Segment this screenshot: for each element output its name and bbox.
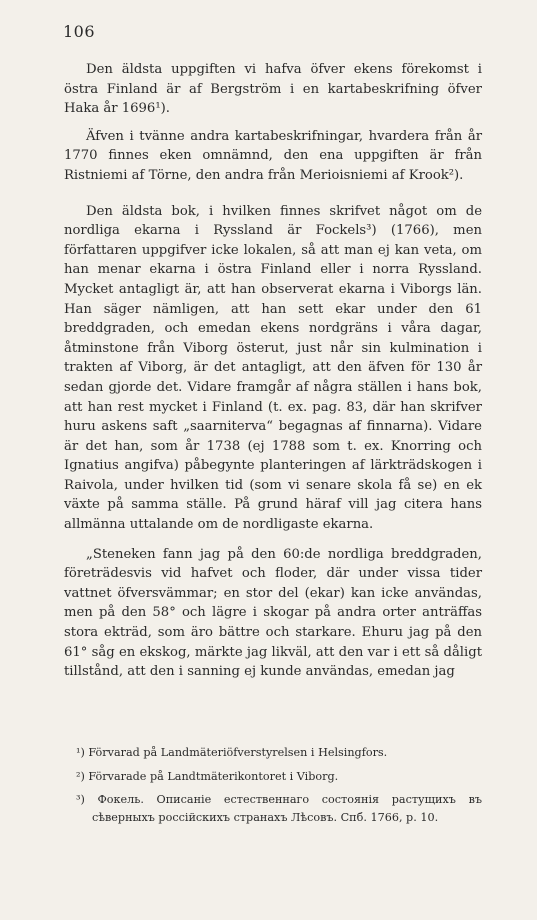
- paragraph-2: Äfven i tvänne andra kartabeskrifningar, hvardera från år 1770 finnes eken omnämnd, den ena uppgiften är från Ristniemi af Törne, den andra från Merioisniemi af Krook²).: [64, 128, 482, 183]
- paragraph-4: „Steneken fann jag på den 60:de nordliga breddgraden, företrädesvis vid hafvet och floder, där under vissa tider vattnet öfversvämmar; en stor del (ekar) kan icke användas, men på den 58° och lägre i skogar på andra orter anträffas stora ekträd, som äro bättre och starkare. Ehuru jag på den 61° såg en ekskog, märkte jag likväl, att den var i ett så dåligt tillstånd, att den i sanning ej kunde användas, emedan jag: [64, 546, 482, 680]
- paragraph-1: Den äldsta uppgiften vi hafva öfver ekens förekomst i östra Finland är af Bergström i en kartabeskrifning öfver Haka år 1696¹).: [64, 62, 482, 117]
- paragraph-3: Den äldsta bok, i hvilken finnes skrifvet något om de nordliga ekarna i Ryssland är Fockels³) (1766), men författaren uppgifver icke lokalen, så att man ej kan veta, om han menar ekarna i östra Finland eller i norra Ryssland. Mycket antagligt är, att han observerat ekarna i Viborgs län. Han säger nämligen, att han sett ekar under den 61 breddgraden, och emedan ekens nordgräns i våra dagar, åtminstone från Viborg österut, just når sin kulmination i trakten af Viborg, är det antagligt, att den äfven för 130 år sedan gjorde det. Vidare framgår af några ställen i hans bok, att han rest mycket i Finland (t. ex. pag. 83, där han skrifver huru askens saft „saarniterva“ begagnas af finnarna). Vidare är det han, som år 1738 (ej 1788 som t. ex. Knorring och Ignatius angifva) påbegynte planteringen af lärkträdskogen i Raivola, under hvilken tid (som vi senare skola få se) en ek växte på samma ställe. På grund häraf vill jag citera hans allmänna uttalande om de nordligaste ekarna.: [64, 203, 482, 533]
- page-number: 106: [63, 22, 96, 41]
- footnote-1: ¹) Förvarad på Landmäteriöfverstyrelsen i Helsingfors.: [76, 746, 388, 759]
- footnote-2: ²) Förvarade på Landtmäterikontoret i Viborg.: [76, 769, 339, 783]
- footnote-3: ³) Фокель. Описаніе естественнаго состоянія растущихъ въ сѣверныхъ россійскихъ странахъ Лѣсовъ. Спб. 1766, p. 10.: [76, 793, 482, 824]
- footnotes: [64, 744, 482, 832]
- body-text: [64, 60, 482, 682]
